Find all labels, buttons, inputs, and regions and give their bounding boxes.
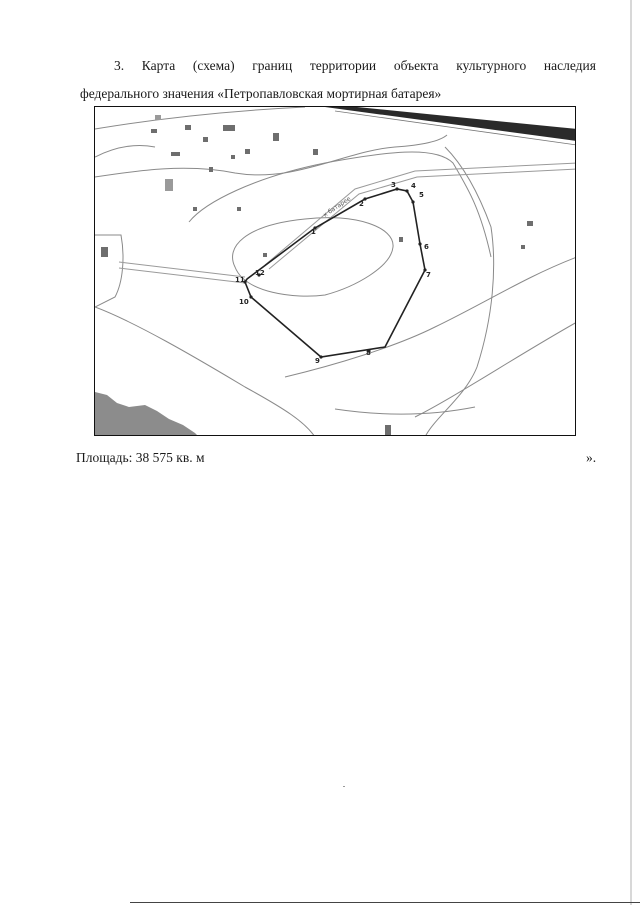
heading-line-2: федерального значения «Петропавловская мортирная батарея»: [80, 86, 442, 101]
point-label-1: 1: [311, 228, 316, 236]
scan-speck: [343, 786, 345, 787]
water-area: [95, 392, 199, 436]
area-text: Площадь: 38 575 кв. м: [76, 450, 205, 465]
point-label-4: 4: [411, 182, 416, 190]
point-label-12: 12: [255, 269, 265, 277]
boundary-vertices: [243, 187, 426, 358]
railway: [325, 107, 576, 145]
point-label-8: 8: [366, 349, 371, 357]
point-label-2: 2: [359, 200, 364, 208]
point-label-6: 6: [424, 243, 429, 251]
road-label: к батарее: [322, 195, 353, 219]
point-label-11: 11: [235, 276, 245, 284]
scan-bottom-line: [130, 902, 640, 903]
closing-quote: ».: [586, 450, 597, 465]
heading-line-1: 3. Карта (схема) границ территории объекта культурного наследия: [114, 58, 596, 73]
point-label-5: 5: [419, 191, 424, 199]
contour-lines: [95, 107, 576, 436]
point-label-7: 7: [426, 271, 431, 279]
point-label-10: 10: [239, 298, 249, 306]
access-road: [119, 163, 576, 283]
map-canvas: [95, 107, 576, 436]
boundary-map: [94, 106, 576, 436]
point-label-3: 3: [391, 181, 396, 189]
point-label-9: 9: [315, 357, 320, 365]
scan-edge: [630, 0, 632, 905]
